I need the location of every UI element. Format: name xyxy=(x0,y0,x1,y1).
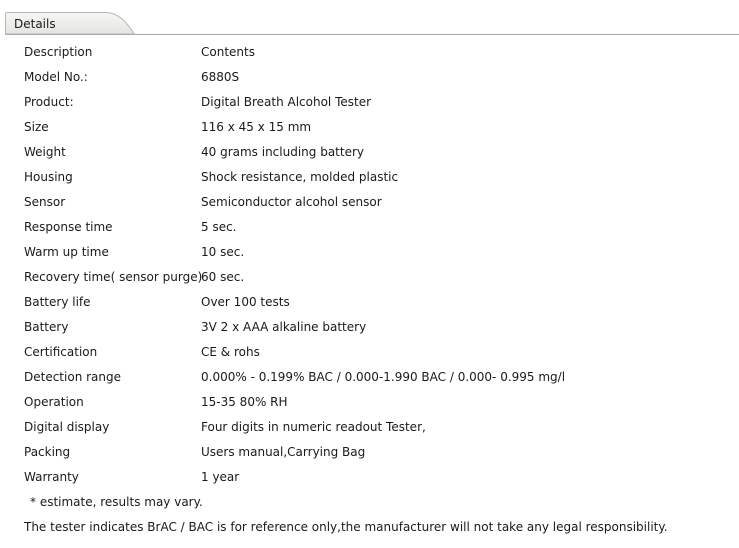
spec-row-response-time xyxy=(24,214,724,239)
spec-label: Product: xyxy=(24,94,74,109)
estimate-note: * estimate, results may vary. xyxy=(30,495,203,509)
spec-row-weight xyxy=(24,139,724,164)
spec-label: Model No.: xyxy=(24,69,88,84)
spec-value: 15-35 80% RH xyxy=(201,394,288,409)
spec-label: Response time xyxy=(24,219,113,234)
spec-label: Battery xyxy=(24,319,69,334)
spec-row-recovery-time xyxy=(24,264,724,289)
spec-label: Battery life xyxy=(24,294,91,309)
spec-row-warranty xyxy=(24,464,724,489)
spec-row-operation xyxy=(24,389,724,414)
spec-value: Over 100 tests xyxy=(201,294,290,309)
spec-value: 60 sec. xyxy=(201,269,245,284)
spec-value: 0.000% - 0.199% BAC / 0.000-1.990 BAC / 0.000- 0.995 mg/l xyxy=(201,369,566,384)
spec-table xyxy=(24,39,724,489)
spec-label: Description xyxy=(24,44,93,59)
spec-row-warm-up-time xyxy=(24,239,724,264)
spec-label: Warranty xyxy=(24,469,79,484)
spec-value: 3V 2 x AAA alkaline battery xyxy=(201,319,367,334)
spec-row-digital-display xyxy=(24,414,724,439)
spec-label: Weight xyxy=(24,144,66,159)
spec-value: Digital Breath Alcohol Tester xyxy=(201,94,372,109)
spec-row-certification xyxy=(24,339,724,364)
spec-value: Semiconductor alcohol sensor xyxy=(201,194,382,209)
spec-value: 40 grams including battery xyxy=(201,144,365,159)
disclaimer-text: The tester indicates BrAC / BAC is for reference only,the manufacturer will not take any legal responsibility. xyxy=(24,520,668,534)
spec-label: Recovery time( sensor purge) xyxy=(24,269,203,284)
spec-value: 116 x 45 x 15 mm xyxy=(201,119,312,134)
spec-row-sensor xyxy=(24,189,724,214)
details-tab-strip xyxy=(0,0,739,36)
spec-label: Certification xyxy=(24,344,98,359)
spec-label: Digital display xyxy=(24,419,110,434)
spec-value: 1 year xyxy=(201,469,240,484)
spec-value: Users manual,Carrying Bag xyxy=(201,444,366,459)
spec-value: Contents xyxy=(201,44,255,59)
spec-value: 10 sec. xyxy=(201,244,245,259)
spec-label: Packing xyxy=(24,444,71,459)
spec-value: CE & rohs xyxy=(201,344,260,359)
spec-value: Four digits in numeric readout Tester, xyxy=(201,419,426,434)
spec-row-battery-life xyxy=(24,289,724,314)
spec-row-product xyxy=(24,89,724,114)
spec-row-battery xyxy=(24,314,724,339)
spec-row-packing xyxy=(24,439,724,464)
spec-label: Detection range xyxy=(24,369,122,384)
spec-row-detection-range xyxy=(24,364,724,389)
spec-row-model xyxy=(24,64,724,89)
tab-shape xyxy=(0,0,739,36)
spec-row-size xyxy=(24,114,724,139)
spec-value: 5 sec. xyxy=(201,219,237,234)
spec-row-housing xyxy=(24,164,724,189)
spec-label: Warm up time xyxy=(24,244,109,259)
spec-row-description xyxy=(24,39,724,64)
spec-label: Operation xyxy=(24,394,84,409)
spec-value: 6880S xyxy=(201,69,240,84)
spec-label: Housing xyxy=(24,169,73,184)
spec-label: Size xyxy=(24,119,49,134)
spec-value: Shock resistance, molded plastic xyxy=(201,169,399,184)
details-tab-label[interactable]: Details xyxy=(14,17,56,31)
spec-label: Sensor xyxy=(24,194,66,209)
